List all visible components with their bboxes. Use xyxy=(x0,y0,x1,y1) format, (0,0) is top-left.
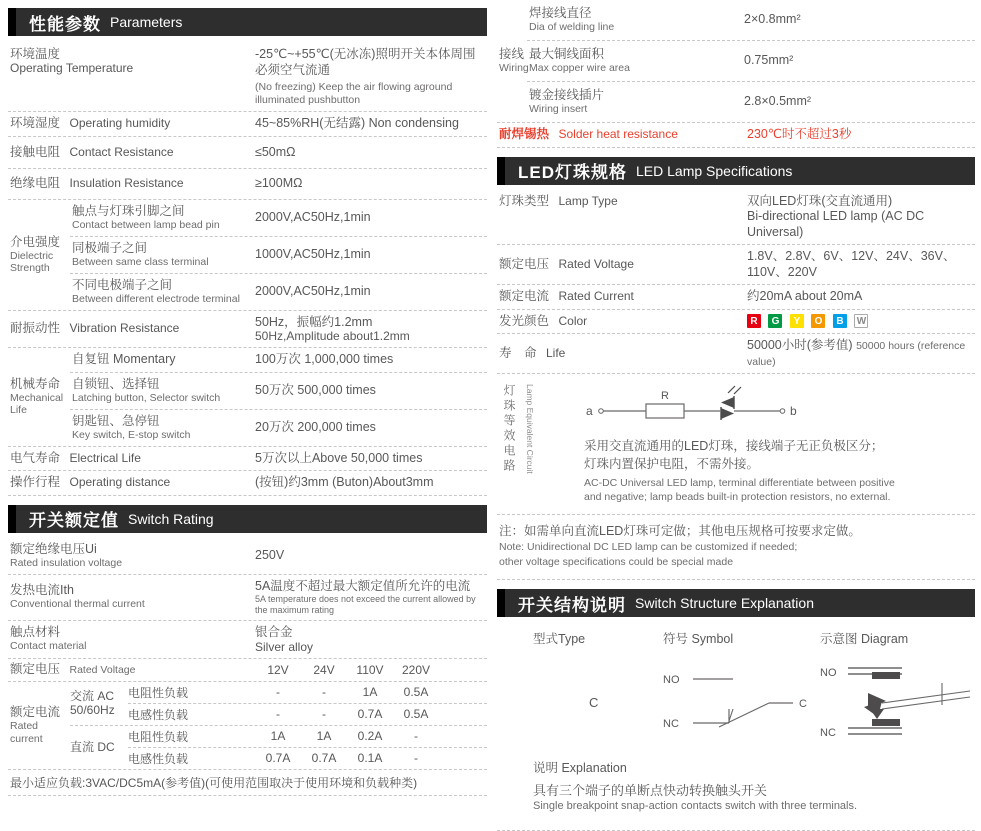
row-label-en: Rated Current xyxy=(558,289,634,304)
right-column xyxy=(497,0,975,831)
row-value: 必须空气流通 xyxy=(255,62,331,77)
row-value: 100万次 1,000,000 times xyxy=(255,352,394,366)
row-value: 2.8×0.5mm² xyxy=(744,94,812,109)
circuit-desc-en: AC-DC Universal LED lamp, terminal differentiate between positive xyxy=(584,477,895,489)
row-label-en: Operating Temperature xyxy=(10,61,134,75)
row-value-en: Silver alloy xyxy=(255,639,314,654)
row-value: 1000V,AC50Hz,1min xyxy=(255,246,371,261)
note-en: other voltage specifications could be special made xyxy=(499,555,734,568)
load-type: 电感性负载 xyxy=(128,707,189,722)
row-value: ≤50mΩ xyxy=(255,144,296,159)
row-value-en: illuminated pushbutton xyxy=(255,94,361,106)
row-label-en: Lamp Type xyxy=(558,193,618,208)
table-row xyxy=(70,274,487,310)
table-row-vibration-resistance xyxy=(8,311,487,349)
terminal-a-label: a xyxy=(586,404,593,418)
col-header-symbol: 符号 Symbol xyxy=(663,632,734,646)
current-group-dc xyxy=(70,726,487,769)
group-label-zh: 介电强度 xyxy=(10,234,61,249)
row-label-en: Conventional thermal current xyxy=(10,598,145,611)
table-row xyxy=(128,748,487,769)
table-row-operating-distance xyxy=(8,471,487,496)
table-row-contact-resistance xyxy=(8,137,487,170)
row-value: 0.75mm² xyxy=(744,53,794,68)
table-row-contact-material xyxy=(8,621,487,659)
row-value-en: (No freezing) Keep the air flowing aground xyxy=(255,81,453,93)
structure-explanation xyxy=(497,758,975,814)
row-label-zh: 寿 命 xyxy=(499,346,537,360)
symbol-c-label: C xyxy=(799,698,807,710)
current-type-zh: 直流 DC xyxy=(70,740,115,754)
table-group-dielectric-strength xyxy=(8,200,487,311)
diagram-nc-label: NC xyxy=(820,727,836,739)
table-row xyxy=(128,682,487,704)
terminal-b-label: b xyxy=(790,404,797,418)
current-type-freq: 50/60Hz xyxy=(70,703,115,717)
current-value: 0.7A xyxy=(265,751,291,765)
row-label-zh: 镀金接线插片 xyxy=(529,88,605,102)
row-label-zh: 耐焊锡热 xyxy=(499,127,550,142)
row-value: 双向LED灯珠(交直流通用) xyxy=(747,193,893,208)
resistor-label: R xyxy=(661,390,669,402)
row-label-zh: 触点材料 xyxy=(10,625,61,640)
led-color-chip-green: G xyxy=(768,314,782,328)
row-label-zh: 触点与灯珠引脚之间 xyxy=(72,203,185,218)
table-row-led-color xyxy=(497,310,975,335)
circuit-desc-zh: 灯珠内置保护电阻，不需外接。 xyxy=(584,457,760,471)
row-label-zh: 额定绝缘电压Ui xyxy=(10,541,97,556)
row-label-en: Max copper wire area xyxy=(529,62,630,74)
circuit-desc-zh: 采用交直流通用的LED灯珠，接线端子无正负极区分； xyxy=(584,439,884,453)
group-label-zh: 额定电流 xyxy=(10,705,61,719)
row-label-zh: 环境湿度 xyxy=(10,116,61,131)
row-value: -25℃~+55℃(无冰冻)照明开关本体周围 xyxy=(255,47,476,61)
row-value: 250V xyxy=(255,547,285,562)
group-label-en: Mechanical xyxy=(10,391,64,404)
lamp-equivalent-circuit-block xyxy=(497,374,975,515)
row-value: (按钮)约3mm (Buton)About3mm xyxy=(255,475,434,489)
row-label-en: Operating humidity xyxy=(69,116,171,131)
table-group-rated-current xyxy=(8,682,487,770)
note-en: Note: Unidirectional DC LED lamp can be customized if needed; xyxy=(499,541,798,553)
circuit-side-label-en: Lamp Equivalent Circuit xyxy=(525,384,535,474)
current-value: - xyxy=(322,685,326,699)
rating-section-header xyxy=(8,505,487,533)
structure-section-header xyxy=(497,589,975,617)
row-label-zh: 钥匙钮、急停钮 xyxy=(72,413,160,428)
led-note-block xyxy=(497,515,975,580)
current-value: 1A xyxy=(362,685,378,699)
current-value: 0.5A xyxy=(403,685,429,699)
row-label-en: Color xyxy=(558,313,588,328)
row-value: 45~85%RH(无结露) Non condensing xyxy=(255,116,459,130)
current-value: 1A xyxy=(270,729,286,743)
current-value: 1A xyxy=(316,729,332,743)
circuit-desc-en: and negative; lamp beads built-in protection resistors, no external. xyxy=(584,491,891,503)
section-title-zh: 开关结构说明 xyxy=(518,595,626,615)
row-label-zh: 电气寿命 xyxy=(10,450,61,465)
voltage-col: 110V xyxy=(356,662,384,677)
table-row xyxy=(70,200,487,237)
led-section-header xyxy=(497,157,975,185)
table-row xyxy=(128,704,487,725)
row-label-en: Vibration Resistance xyxy=(69,321,180,336)
row-label-zh: 发热电流Ith xyxy=(10,583,74,598)
symbol-no-label: NO xyxy=(663,674,680,686)
row-label-en: Contact material xyxy=(10,640,87,653)
row-value: 2000V,AC50Hz,1min xyxy=(255,283,371,298)
row-value: 50Hz，振幅约1.2mm xyxy=(255,314,373,329)
table-group-mechanical-life xyxy=(8,348,487,447)
row-label-en: Electrical Life xyxy=(69,450,141,465)
table-row xyxy=(70,348,487,373)
structure-row xyxy=(497,651,975,752)
section-title-zh: 开关额定值 xyxy=(29,511,119,530)
current-value: - xyxy=(322,707,326,721)
row-value: 50Hz,Amplitude about1.2mm xyxy=(255,329,410,343)
table-row-solder-heat-resistance xyxy=(497,123,975,148)
group-label-zh: 接线 xyxy=(499,47,525,62)
table-row-operating-temperature xyxy=(8,41,487,112)
section-title-zh: 性能参数 xyxy=(29,14,101,34)
current-value: - xyxy=(414,729,418,743)
left-column xyxy=(8,8,487,796)
table-row xyxy=(128,726,487,748)
section-title-en: LED Lamp Specifications xyxy=(636,162,793,179)
table-row-insulation-resistance xyxy=(8,169,487,200)
row-label-en: Dia of welding line xyxy=(529,21,615,33)
row-label-zh: 耐振动性 xyxy=(10,321,61,336)
table-row xyxy=(527,41,975,82)
row-label-zh: 灯珠类型 xyxy=(499,193,550,208)
explanation-zh: 具有三个端子的单断点快动转换触头开关 xyxy=(533,783,768,798)
group-label-en: Dielectric xyxy=(10,249,54,262)
voltage-col: 12V xyxy=(267,662,289,677)
row-value: 2000V,AC50Hz,1min xyxy=(255,209,371,224)
group-label-zh: 机械寿命 xyxy=(10,376,61,391)
row-label-en: Wiring insert xyxy=(529,103,588,115)
table-row xyxy=(70,237,487,274)
circuit-side-label-zh: 灯珠等效电路 xyxy=(502,384,516,474)
table-row-rated-voltage xyxy=(8,659,487,682)
diagram-no-label: NO xyxy=(820,667,837,679)
group-label-en: Rated current xyxy=(10,720,43,745)
current-value: - xyxy=(414,751,418,765)
row-label-zh: 操作行程 xyxy=(10,475,61,490)
row-label-zh: 额定电流 xyxy=(499,289,550,304)
explanation-en: Single breakpoint snap-action contacts switch with three terminals. xyxy=(533,800,858,812)
explanation-label: 说明 Explanation xyxy=(533,761,627,775)
table-row-operating-humidity xyxy=(8,112,487,137)
row-label-zh: 最大铜线面积 xyxy=(529,47,605,61)
row-value: 5万次以上Above 50,000 times xyxy=(255,450,423,465)
row-value: 1.8V、2.8V、6V、12V、24V、36V、110V、220V xyxy=(747,249,956,279)
led-color-chip-white: W xyxy=(854,314,868,328)
row-label-zh: 焊接线直径 xyxy=(529,6,592,20)
row-label-zh: 发光颜色 xyxy=(499,313,550,328)
led-color-chip-blue: B xyxy=(833,314,847,328)
voltage-col: 220V xyxy=(401,662,431,677)
current-value: - xyxy=(276,685,280,699)
led-color-chip-orange: O xyxy=(811,314,825,328)
load-type: 电感性负载 xyxy=(128,751,189,766)
params-section-header xyxy=(8,8,487,36)
current-type-zh: 交流 AC xyxy=(70,689,115,703)
row-label-en: Contact between lamp bead pin xyxy=(72,218,220,231)
row-value: 银合金 xyxy=(255,625,293,639)
table-row xyxy=(527,0,975,41)
row-value: 2×0.8mm² xyxy=(744,12,801,27)
row-value-en: 5A temperature does not exceed the current allowed by the maximum rating xyxy=(255,594,476,615)
row-value: 20万次 200,000 times xyxy=(255,419,376,434)
row-label-en: Life xyxy=(546,346,566,360)
section-title-en: Switch Structure Explanation xyxy=(635,595,814,611)
table-row xyxy=(527,82,975,122)
group-label-en: Wiring xyxy=(499,62,529,75)
row-value: 5A温度不超过最大额定值所允许的电流 xyxy=(255,578,471,593)
load-type: 电阻性负载 xyxy=(128,729,189,744)
row-value-en: Bi-directional LED lamp (AC DC Universal) xyxy=(747,209,925,239)
structure-column-headers xyxy=(497,622,975,651)
row-label-zh: 绝缘电阻 xyxy=(10,176,61,191)
row-label-en: Key switch, E-stop switch xyxy=(72,428,191,441)
col-header-diagram: 示意图 Diagram xyxy=(820,632,909,646)
row-label-en: Insulation Resistance xyxy=(69,176,184,191)
led-color-chip-red: R xyxy=(747,314,761,328)
current-value: 0.7A xyxy=(311,751,337,765)
group-label-en: Life xyxy=(10,404,27,417)
current-value: 0.2A xyxy=(357,729,383,743)
current-value: 0.1A xyxy=(357,751,383,765)
row-label-en: Solder heat resistance xyxy=(558,127,678,142)
voltage-col: 24V xyxy=(313,662,335,677)
table-group-wiring xyxy=(497,0,975,123)
current-value: - xyxy=(276,707,280,721)
row-label-en: Rated Voltage xyxy=(558,257,634,271)
row-label-en: Between same class terminal xyxy=(72,255,209,268)
current-value: 0.7A xyxy=(357,707,383,721)
table-row-rated-insulation-voltage xyxy=(8,538,487,575)
row-label-en: Rated Voltage xyxy=(69,663,136,676)
table-row xyxy=(70,373,487,410)
symbol-nc-label: NC xyxy=(663,718,679,730)
table-row-lamp-type xyxy=(497,190,975,246)
row-label-en: Operating distance xyxy=(69,475,171,490)
row-value: 50000小时(参考值) xyxy=(747,338,853,352)
row-label-zh: 额定电压 xyxy=(499,257,550,271)
switch-type-value: C xyxy=(589,695,599,710)
switch-symbol-drawing xyxy=(663,651,820,747)
table-row-led-rated-voltage xyxy=(497,245,975,285)
row-value: 50万次 500,000 times xyxy=(255,382,376,397)
row-label-en: Latching button, Selector switch xyxy=(72,391,221,404)
row-label-zh: 不同电极端子之间 xyxy=(72,277,173,292)
col-header-type: 型式Type xyxy=(533,632,586,646)
led-color-chip-yellow: Y xyxy=(790,314,804,328)
current-group-ac xyxy=(70,682,487,726)
row-value-en: 50000 hours (reference value) xyxy=(747,340,966,368)
led-circuit-diagram xyxy=(584,384,814,426)
row-label-zh: 接触电阻 xyxy=(10,144,61,159)
section-title-en: Parameters xyxy=(110,14,183,30)
section-title-zh: LED灯珠规格 xyxy=(518,163,627,182)
row-value: 230℃时不超过3秒 xyxy=(747,127,852,141)
section-title-en: Switch Rating xyxy=(128,510,214,527)
row-value: 约20mA about 20mA xyxy=(747,289,863,303)
table-row-led-rated-current xyxy=(497,285,975,310)
row-label-en: Rated insulation voltage xyxy=(10,556,123,569)
row-label-zh: 自复钮 Momentary xyxy=(72,352,176,367)
row-label-zh: 同极端子之间 xyxy=(72,240,148,255)
note-zh: 注：如需单向直流LED灯珠可定做；其他电压规格可按要求定做。 xyxy=(499,524,861,538)
table-row xyxy=(70,410,487,446)
row-label-zh: 额定电压 xyxy=(10,661,61,676)
min-load-note: 最小适应负载:3VAC/DC5mA(参考值)(可使用范围取决于使用环境和负载种类) xyxy=(8,770,487,796)
row-label-zh: 自锁钮、选择钮 xyxy=(72,376,160,391)
table-row-thermal-current xyxy=(8,575,487,622)
load-type: 电阻性负载 xyxy=(128,685,189,700)
row-label-zh: 环境温度 xyxy=(10,47,61,61)
row-value: ≥100MΩ xyxy=(255,176,303,190)
current-value: 0.5A xyxy=(403,707,429,721)
table-row-electrical-life xyxy=(8,447,487,472)
table-row-led-life xyxy=(497,334,975,374)
row-label-en: Contact Resistance xyxy=(69,144,174,159)
group-label-en: Strength xyxy=(10,262,50,274)
row-label-en: Between different electrode terminal xyxy=(72,292,240,305)
switch-structure-diagram xyxy=(820,651,975,747)
